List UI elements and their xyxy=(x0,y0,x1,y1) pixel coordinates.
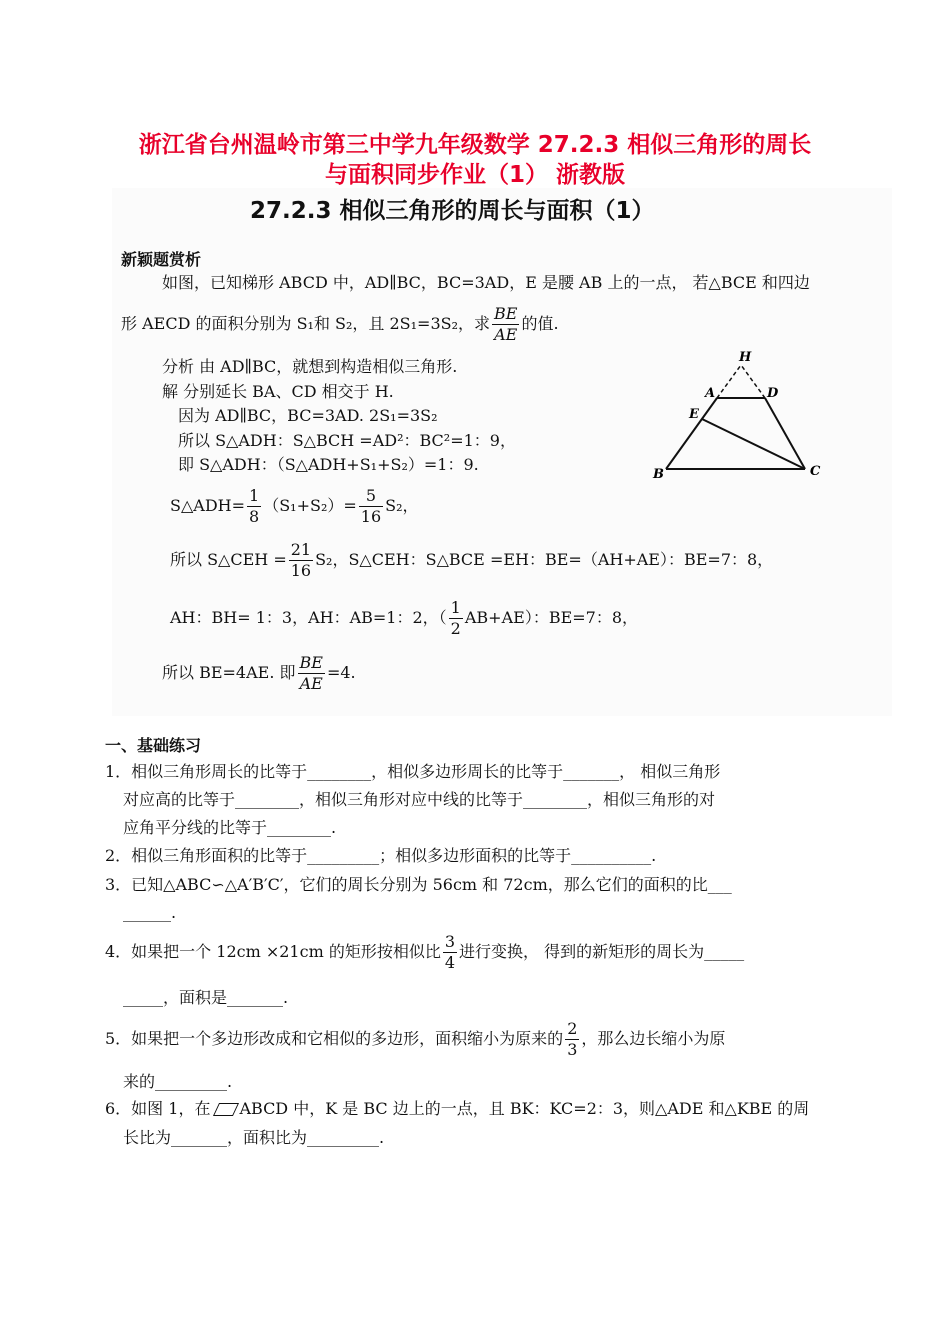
fraction-denominator: 3 xyxy=(567,1040,578,1059)
fraction-denominator: 2 xyxy=(450,619,461,638)
example-problem-line1: 如图，已知梯形 ABCD 中，AD∥BC，BC=3AD，E 是腰 AB 上的一点， 若△BCE 和四边 xyxy=(162,273,810,292)
question-1-line-3: 应角平分线的比等于________. xyxy=(123,818,337,837)
question-3-line-2: ______. xyxy=(123,903,177,922)
solution-line-3: 所以 S△ADH：S△BCH =AD²：BC²=1：9， xyxy=(178,431,516,450)
example-problem-line2 xyxy=(121,304,559,345)
fraction-denominator: 16 xyxy=(290,561,312,580)
example-label: 新颖题赏析 xyxy=(121,250,202,269)
label-h: H xyxy=(739,350,752,365)
sol5-text-a: S△ADH= xyxy=(170,496,246,515)
label-e: E xyxy=(689,407,699,422)
problem-text-end: 的值. xyxy=(521,314,559,333)
q4-text-b: 进行变换， 得到的新矩形的周长为_____ xyxy=(459,942,745,961)
fraction-be-ae-result xyxy=(298,653,325,694)
trapezoid-figure xyxy=(645,345,835,485)
fraction-numerator: BE xyxy=(494,304,518,323)
question-4-line-2: _____，面积是_______. xyxy=(123,988,289,1007)
document-title xyxy=(60,130,890,190)
sol7-text-b: AB+AE）：BE=7：8， xyxy=(464,608,639,627)
fraction-1-2 xyxy=(449,598,463,639)
solution-line-6 xyxy=(170,540,773,581)
fraction-numerator: 1 xyxy=(450,598,461,617)
q6-text-a: 6．如图 1，在 xyxy=(105,1099,211,1118)
solution-line-2: 因为 AD∥BC，BC=3AD. 2S₁=3S₂ xyxy=(178,406,438,425)
solution-line-5 xyxy=(170,486,419,527)
section-basic-practice: 一、基础练习 xyxy=(105,736,202,755)
q5-text-a: 5．如果把一个多边形改成和它相似的多边形，面积缩小为原来的 xyxy=(105,1029,564,1048)
fraction-denominator: 16 xyxy=(360,507,382,526)
fraction-be-ae xyxy=(492,304,519,345)
title-line-2: 与面积同步作业（1） 浙教版 xyxy=(324,162,625,188)
solution-line-4: 即 S△ADH：（S△ADH+S₁+S₂）=1：9. xyxy=(178,455,479,474)
fraction-numerator: 1 xyxy=(249,486,260,505)
question-6-line-1 xyxy=(105,1095,809,1122)
question-2: 2．相似三角形面积的比等于_________；相似多边形面积的比等于__________. xyxy=(105,846,657,865)
fraction-21-16 xyxy=(289,540,313,581)
fraction-denominator: 4 xyxy=(444,953,456,972)
question-6-line-2: 长比为_______，面积比为_________. xyxy=(123,1128,385,1147)
fraction-1-8 xyxy=(247,486,261,527)
fraction-denominator: AE xyxy=(299,674,323,693)
solution-line-7 xyxy=(170,598,638,639)
section-subtitle: 27.2.3 相似三角形的周长与面积（1） xyxy=(250,198,655,224)
fraction-numerator: 5 xyxy=(359,486,383,507)
fraction-numerator: BE xyxy=(299,653,323,672)
q4-text-a: 4．如果把一个 12cm ×21cm 的矩形按相似比 xyxy=(105,942,441,961)
fraction-denominator: 8 xyxy=(249,507,260,526)
title-line-1: 浙江省台州温岭市第三中学九年级数学 27.2.3 相似三角形的周长 xyxy=(138,132,812,158)
question-1-line-2: 对应高的比等于________，相似三角形对应中线的比等于________，相似三角形的对 xyxy=(123,790,716,809)
sol8-text-a: 所以 BE=4AE. 即 xyxy=(162,663,296,682)
fraction-2-3 xyxy=(565,1019,579,1060)
label-a: A xyxy=(705,386,716,401)
sol5-text-b: （S₁+S₂）= xyxy=(263,496,357,515)
sol7-text-a: AH：BH= 1：3，AH：AB=1：2，（ xyxy=(170,608,447,627)
fraction-numerator: 2 xyxy=(567,1019,578,1038)
figure-background xyxy=(645,345,835,485)
fraction-5-16 xyxy=(359,486,383,527)
label-d: D xyxy=(767,386,779,401)
sol5-text-c: S₂， xyxy=(385,496,419,515)
sol8-text-b: =4. xyxy=(326,663,356,682)
fraction-3-4 xyxy=(443,932,457,973)
fraction-numerator: 3 xyxy=(444,932,456,951)
analysis-line: 分析 由 AD∥BC，就想到构造相似三角形. xyxy=(162,357,458,376)
q6-text-b: ABCD 中，K 是 BC 边上的一点，且 BK：KC=2：3，则△ADE 和△KBE 的周 xyxy=(239,1099,810,1118)
fraction-denominator: AE xyxy=(494,325,518,344)
problem-text: 形 AECD 的面积分别为 S₁和 S₂，且 2S₁=3S₂，求 xyxy=(121,314,491,333)
parallelogram-icon xyxy=(213,1103,239,1116)
question-5-line-2: 来的_________. xyxy=(123,1072,233,1091)
label-b: B xyxy=(653,467,664,482)
question-4-line-1 xyxy=(105,932,744,973)
question-5-line-1 xyxy=(105,1019,725,1060)
sol6-text-a: 所以 S△CEH = xyxy=(170,550,287,569)
solution-line-1: 解 分别延长 BA、CD 相交于 H. xyxy=(162,382,394,401)
solution-line-8 xyxy=(162,653,356,694)
q5-text-b: ，那么边长缩小为原 xyxy=(581,1029,726,1048)
question-3-line-1: 3．已知△ABC∽△A′B′C′，它们的周长分别为 56cm 和 72cm，那么它们的面积的比___ xyxy=(105,875,732,894)
sol6-text-b: S₂，S△CEH：S△BCE =EH：BE=（AH+AE）：BE=7：8， xyxy=(315,550,774,569)
question-1-line-1: 1．相似三角形周长的比等于________，相似多边形周长的比等于_______， 相似三角形 xyxy=(105,762,721,781)
fraction-numerator: 21 xyxy=(290,540,312,559)
label-c: C xyxy=(810,464,821,479)
